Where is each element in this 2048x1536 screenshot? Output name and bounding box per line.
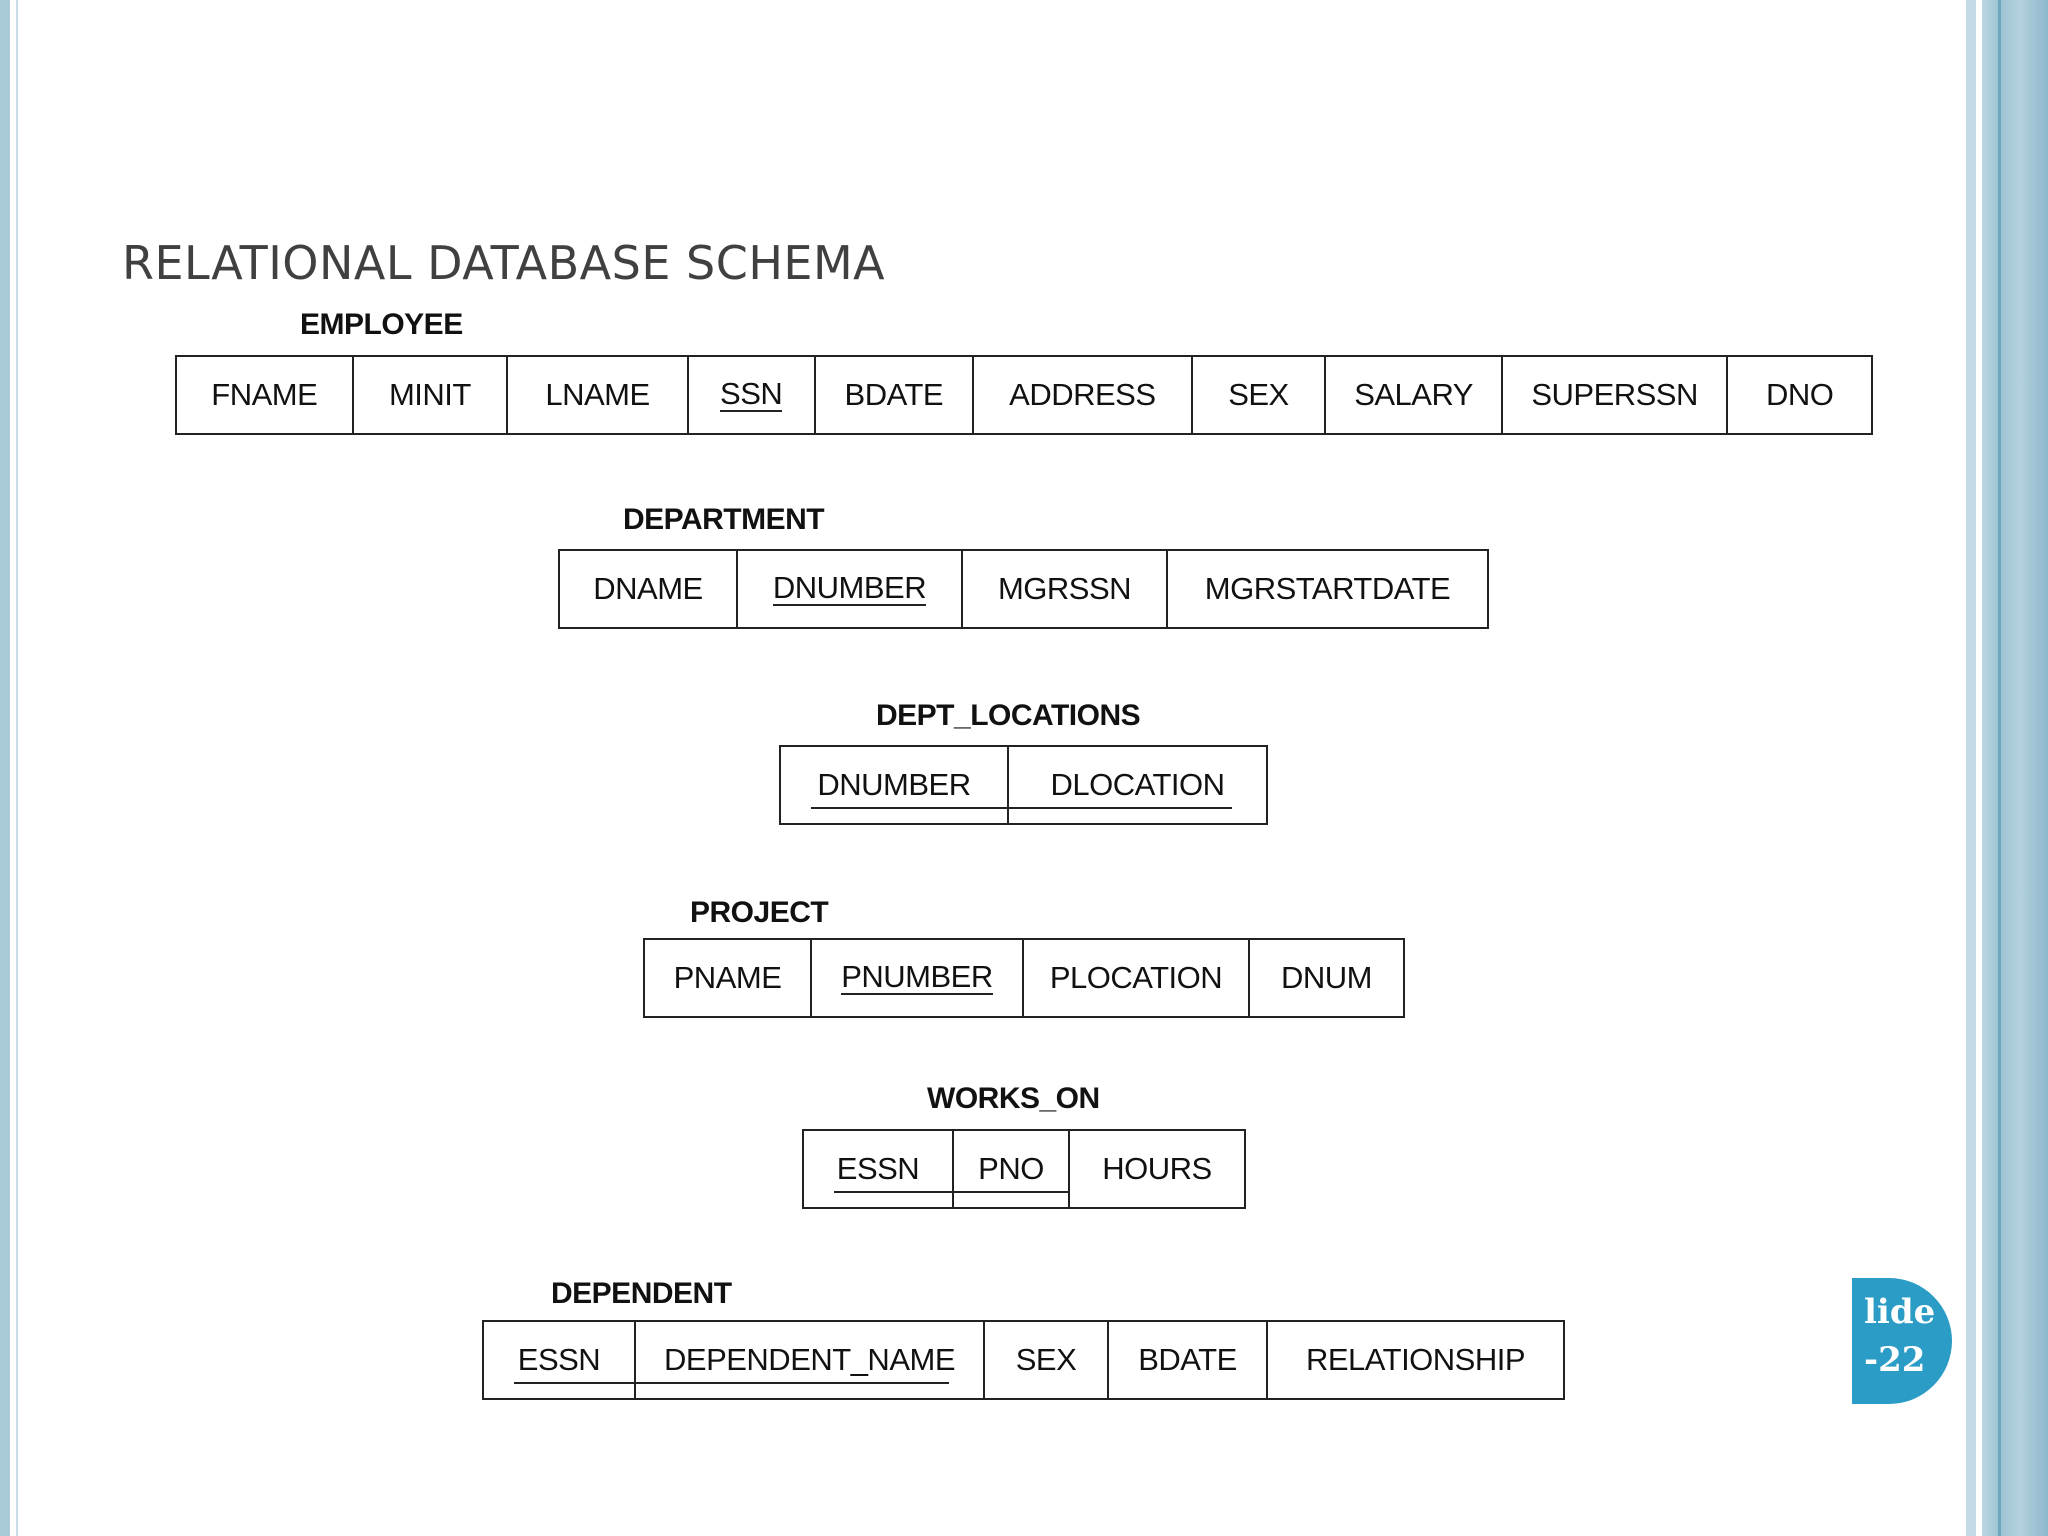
- relation-employee: [175, 355, 1873, 435]
- attribute-cell: BDATE: [1109, 1322, 1268, 1398]
- primary-key-cell: SSN: [689, 357, 816, 433]
- primary-key-cell: DNUMBER: [781, 747, 1009, 823]
- relation-name-dependent: DEPENDENT: [551, 1277, 732, 1310]
- attribute-cell: ADDRESS: [974, 357, 1192, 433]
- attribute-cell: DNUM: [1281, 960, 1372, 995]
- attribute-cell: FNAME: [177, 357, 354, 433]
- primary-key-cell: DEPENDENT_NAME: [636, 1322, 985, 1398]
- primary-key-cell: PNO: [954, 1131, 1070, 1207]
- primary-key-cell: ESSN: [804, 1131, 954, 1207]
- primary-key-cell: DNUMBER: [738, 551, 963, 627]
- attribute-cell: SUPERSSN: [1503, 357, 1728, 433]
- slide-number-badge: [1852, 1278, 1952, 1404]
- primary-key-cell: ESSN: [484, 1322, 636, 1398]
- right-border-decoration: [1960, 0, 2048, 1536]
- relation-department: [558, 549, 1489, 629]
- slide-badge-line2: -22: [1864, 1340, 1926, 1380]
- attribute-cell: MINIT: [354, 357, 509, 433]
- slide-title: RELATIONAL DATABASE SCHEMA: [122, 236, 886, 290]
- attribute-cell: RELATIONSHIP: [1305, 1342, 1526, 1377]
- attribute-cell: SALARY: [1326, 357, 1503, 433]
- attribute-cell: DNO: [1765, 377, 1834, 412]
- relation-name-works-on: WORKS_ON: [927, 1082, 1100, 1115]
- relation-dependent: [482, 1320, 1565, 1400]
- relation-project: [643, 938, 1405, 1018]
- attribute-cell: BDATE: [816, 357, 975, 433]
- relation-dept-locations: [779, 745, 1268, 825]
- slide-badge-line1: lide: [1864, 1292, 1936, 1332]
- primary-key-cell: PNUMBER: [812, 940, 1024, 1016]
- attribute-cell: LNAME: [508, 357, 689, 433]
- attribute-cell: HOURS: [1102, 1151, 1212, 1186]
- primary-key-cell: DLOCATION: [1009, 747, 1266, 823]
- relation-name-department: DEPARTMENT: [623, 503, 825, 536]
- attribute-cell: SEX: [1193, 357, 1327, 433]
- relation-works-on: [802, 1129, 1246, 1209]
- attribute-cell: PNAME: [645, 940, 812, 1016]
- left-border-decoration: [0, 0, 10, 1536]
- attribute-cell: SEX: [985, 1322, 1109, 1398]
- relation-name-dept-locations: DEPT_LOCATIONS: [876, 699, 1141, 732]
- right-border-line: [1998, 0, 2001, 1536]
- relation-name-project: PROJECT: [690, 896, 829, 929]
- attribute-cell: PLOCATION: [1024, 940, 1250, 1016]
- attribute-cell: MGRSTARTDATE: [1204, 571, 1451, 606]
- left-border-line: [16, 0, 18, 1536]
- attribute-cell: MGRSSN: [963, 551, 1168, 627]
- relation-name-employee: EMPLOYEE: [300, 308, 463, 341]
- attribute-cell: DNAME: [560, 551, 738, 627]
